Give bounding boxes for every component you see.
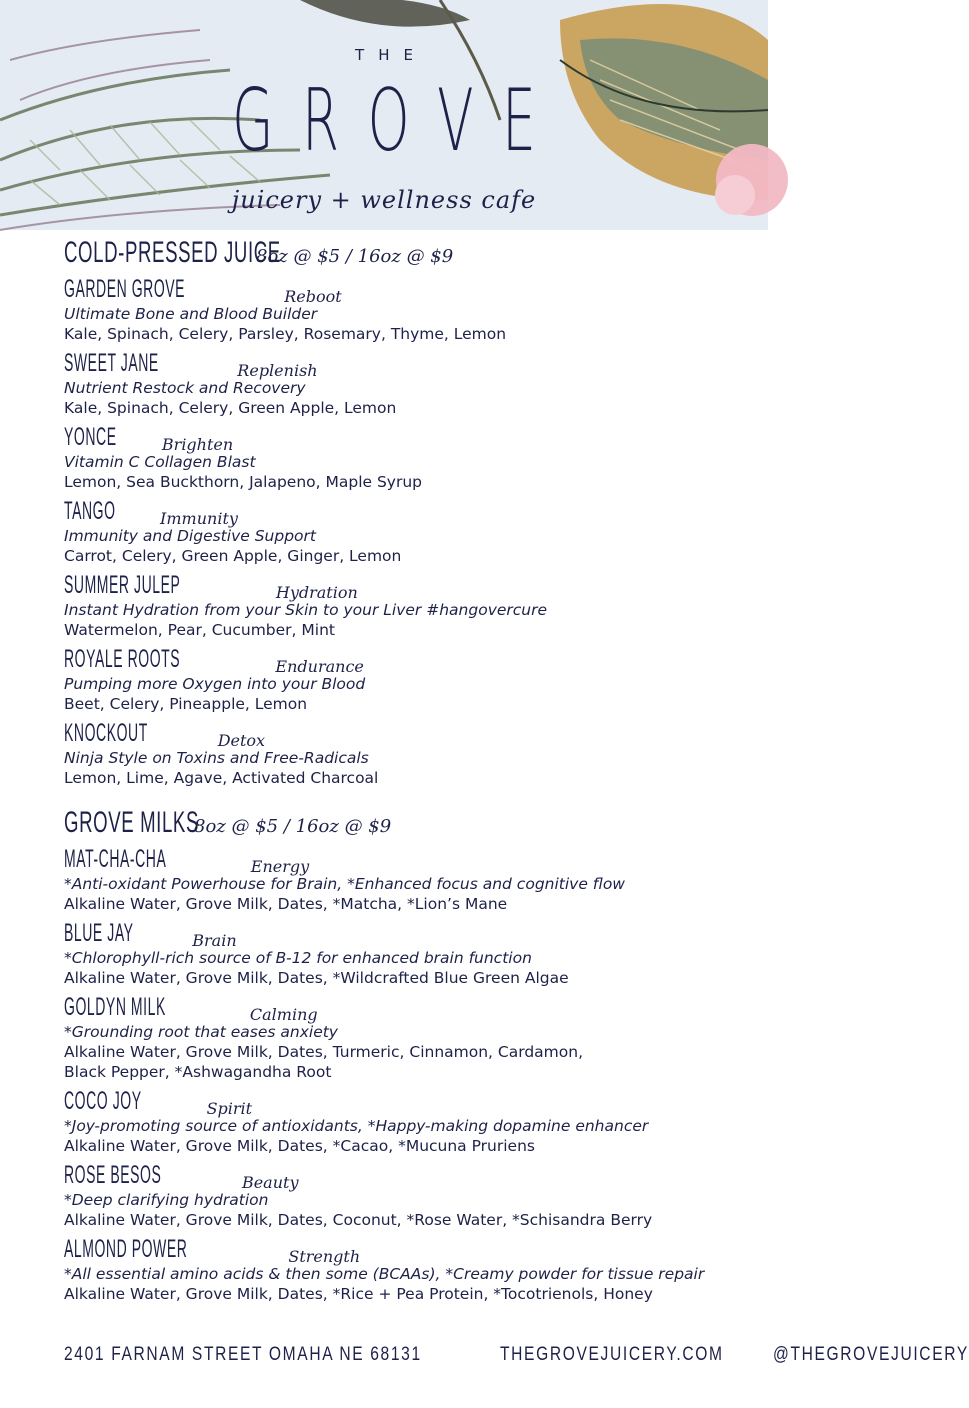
menu-item: [64, 720, 754, 788]
item-ingredients: Lemon, Sea Buckthorn, Jalapeno, Maple Syrup: [64, 473, 423, 491]
item-ingredients: Watermelon, Pear, Cucumber, Mint: [64, 621, 335, 639]
brand-prefix: THE: [355, 46, 427, 64]
item-tag: Hydration: [275, 583, 358, 602]
section-header: [64, 806, 754, 840]
menu-item: [64, 276, 754, 344]
item-name: ROYALE ROOTS: [64, 645, 181, 673]
menu-item: [64, 350, 754, 418]
item-tag: Spirit: [206, 1099, 253, 1118]
item-tag: Immunity: [160, 509, 238, 528]
item-description: Immunity and Digestive Support: [64, 527, 316, 545]
item-ingredients: Alkaline Water, Grove Milk, Dates, *Wildcrafted Blue Green Algae: [64, 969, 569, 987]
item-description: Pumping more Oxygen into your Blood: [64, 675, 366, 693]
item-tag: Reboot: [284, 287, 342, 306]
item-name: KNOCKOUT: [64, 719, 148, 747]
item-tag: Calming: [249, 1005, 318, 1024]
item-description: *Chlorophyll-rich source of B-12 for enhanced brain function: [64, 949, 532, 967]
item-tag: Strength: [288, 1247, 361, 1266]
item-description: *Grounding root that eases anxiety: [64, 1023, 338, 1041]
item-description: *Deep clarifying hydration: [64, 1191, 269, 1209]
section-price: 8oz @ $5 / 16oz @ $9: [256, 246, 454, 267]
section-title: COLD-PRESSED JUICE: [64, 236, 281, 269]
item-ingredients: Lemon, Lime, Agave, Activated Charcoal: [64, 769, 379, 787]
footer-social-handle: @THEGROVEJUICERY: [773, 1344, 969, 1365]
brand-title: GROVE: [232, 71, 565, 171]
item-ingredients: Alkaline Water, Grove Milk, Dates, Turmeric, Cinnamon, Cardamon, Black Pepper, *Ashwagandha Root: [64, 1043, 583, 1081]
brand-tagline: juicery + wellness cafe: [231, 186, 537, 214]
item-name: BLUE JAY: [64, 919, 134, 947]
item-name: YONCE: [64, 423, 117, 451]
item-name: SUMMER JULEP: [64, 571, 181, 599]
item-description: *All essential amino acids & then some (BCAAs), *Creamy powder for tissue repair: [64, 1265, 705, 1283]
item-description: *Anti-oxidant Powerhouse for Brain, *Enhanced focus and cognitive flow: [64, 875, 625, 893]
menu-item: [64, 920, 754, 988]
item-name: MAT-CHA-CHA: [64, 845, 167, 873]
item-description: Ultimate Bone and Blood Builder: [64, 305, 318, 323]
menu-item: [64, 1162, 754, 1230]
menu-item: [64, 424, 754, 492]
section-title: GROVE MILKS: [64, 806, 199, 839]
item-description: Ninja Style on Toxins and Free-Radicals: [64, 749, 369, 767]
item-ingredients: Alkaline Water, Grove Milk, Dates, *Matcha, *Lion’s Mane: [64, 895, 508, 913]
item-name: ROSE BESOS: [64, 1161, 162, 1189]
item-ingredients: Alkaline Water, Grove Milk, Dates, Coconut, *Rose Water, *Schisandra Berry: [64, 1211, 653, 1229]
item-tag: Replenish: [237, 361, 318, 380]
menu-item: [64, 1088, 754, 1156]
item-tag: Beauty: [241, 1173, 299, 1192]
item-tag: Detox: [217, 731, 266, 750]
item-ingredients: Beet, Celery, Pineapple, Lemon: [64, 695, 308, 713]
item-ingredients: Alkaline Water, Grove Milk, Dates, *Cacao, *Mucuna Pruriens: [64, 1137, 535, 1155]
footer-address: 2401 FARNAM STREET OMAHA NE 68131: [64, 1344, 422, 1365]
item-name: GARDEN GROVE: [64, 275, 186, 303]
section-cold-pressed-juice: [64, 236, 754, 788]
item-description: *Joy-promoting source of antioxidants, *Happy-making dopamine enhancer: [64, 1117, 649, 1135]
item-ingredients: Kale, Spinach, Celery, Green Apple, Lemon: [64, 399, 397, 417]
item-tag: Brain: [192, 931, 237, 950]
item-name: ALMOND POWER: [64, 1235, 188, 1263]
item-tag: Brighten: [161, 435, 234, 454]
header-banner: [0, 0, 768, 230]
item-ingredients: Carrot, Celery, Green Apple, Ginger, Lemon: [64, 547, 402, 565]
item-ingredients: Alkaline Water, Grove Milk, Dates, *Rice + Pea Protein, *Tocotrienols, Honey: [64, 1285, 653, 1303]
menu-item: [64, 846, 754, 914]
item-name: GOLDYN MILK: [64, 993, 166, 1021]
footer: [64, 1344, 969, 1366]
section-header: [64, 236, 754, 270]
item-name: SWEET JANE: [64, 349, 159, 377]
menu-item: [64, 994, 754, 1082]
menu-item: [64, 498, 754, 566]
menu-body: [64, 236, 754, 1304]
item-description: Nutrient Restock and Recovery: [64, 379, 306, 397]
menu-item: [64, 646, 754, 714]
item-description: Instant Hydration from your Skin to your Liver #hangovercure: [64, 601, 548, 619]
section-grove-milks: [64, 806, 754, 1304]
item-description: Vitamin C Collagen Blast: [64, 453, 256, 471]
section-price: 8oz @ $5 / 16oz @ $9: [194, 816, 392, 837]
item-ingredients: Kale, Spinach, Celery, Parsley, Rosemary, Thyme, Lemon: [64, 325, 507, 343]
item-name: COCO JOY: [64, 1087, 142, 1115]
item-tag: Energy: [250, 857, 310, 876]
menu-item: [64, 572, 754, 640]
footer-website: THEGROVEJUICERY.COM: [500, 1344, 724, 1365]
item-name: TANGO: [64, 497, 116, 525]
item-tag: Endurance: [275, 657, 364, 676]
menu-item: [64, 1236, 754, 1304]
